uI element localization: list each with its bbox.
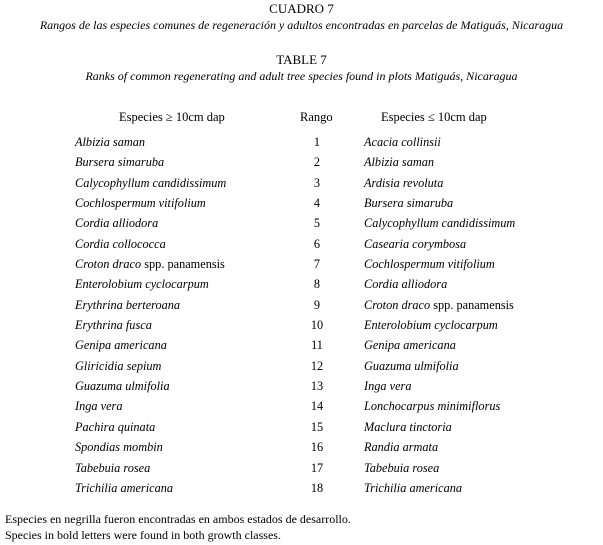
species-binomial: Gliricidia sepium: [75, 358, 162, 373]
adult-species-name: [75, 237, 166, 252]
rank-value: 14: [310, 399, 324, 414]
regeneration-species-name: [364, 461, 439, 476]
adult-species-name: [75, 481, 173, 496]
species-binomial: Inga vera: [364, 379, 412, 394]
regeneration-species-name: [364, 277, 447, 292]
regeneration-species-name: [364, 481, 462, 496]
column-header-rank: Rango: [300, 110, 333, 124]
regeneration-species-name: [364, 155, 434, 170]
regeneration-species-name: [364, 440, 438, 455]
table-subtitle-en: Ranks of common regenerating and adult tree species found in plots Matiguás, Nicaragua: [85, 69, 518, 83]
adult-species-name: [75, 298, 180, 313]
species-binomial: Tabebuia rosea: [364, 460, 440, 475]
species-table-body: [0, 135, 603, 501]
rank-value: 16: [310, 440, 324, 455]
rank-value: 5: [313, 216, 321, 231]
species-binomial: Bursera simaruba: [364, 196, 454, 211]
species-binomial: Calycophyllum candidissimum: [75, 175, 227, 190]
adult-species-name: [75, 196, 206, 211]
species-binomial: Bursera simaruba: [75, 155, 165, 170]
table-title-es: CUADRO 7: [269, 1, 334, 16]
species-binomial: Cochlospermum vitifolium: [75, 196, 206, 211]
species-binomial: Albizia saman: [75, 135, 146, 149]
adult-species-name: [75, 155, 164, 170]
species-binomial: Genipa americana: [75, 338, 167, 353]
regeneration-species-name: [364, 135, 441, 150]
rank-value: 8: [313, 277, 321, 292]
rank-value: 13: [310, 379, 324, 394]
adult-species-name: [75, 379, 170, 394]
adult-species-name: [75, 420, 155, 435]
species-binomial: Croton draco: [75, 257, 142, 272]
rank-value: 3: [313, 175, 321, 190]
rank-value: 17: [310, 460, 324, 475]
species-binomial: Randia armata: [364, 440, 439, 455]
table-row: [0, 277, 603, 297]
species-binomial: Pachira quinata: [75, 419, 156, 434]
table-row: [0, 481, 603, 501]
rank-value: 10: [310, 318, 324, 333]
species-binomial: Calycophyllum candidissimum: [364, 216, 516, 231]
species-binomial: Trichilia americana: [75, 480, 174, 495]
table-row: [0, 237, 603, 257]
rank-value: 15: [310, 419, 324, 434]
regeneration-species-name: [364, 399, 500, 414]
regeneration-species-name: [364, 338, 456, 353]
species-binomial: Enterolobium cyclocarpum: [75, 277, 209, 292]
table-row: [0, 135, 603, 155]
table-row: [0, 257, 603, 277]
regeneration-species-name: [364, 196, 453, 211]
table-row: [0, 196, 603, 216]
species-binomial: Albizia saman: [364, 155, 435, 170]
rank-value: 7: [313, 257, 321, 272]
regeneration-species-name: [364, 257, 495, 272]
rank-value: 4: [313, 196, 321, 211]
regeneration-species-name: [364, 237, 466, 252]
adult-species-name: [75, 135, 145, 150]
species-qualifier: spp. panamensis: [430, 297, 514, 312]
species-binomial: Croton draco: [364, 297, 431, 312]
species-binomial: Cochlospermum vitifolium: [364, 257, 495, 272]
regeneration-species-name: [364, 318, 498, 333]
rank-value: 6: [313, 236, 321, 251]
table-row: [0, 216, 603, 236]
rank-value: 9: [313, 297, 321, 312]
species-binomial: Guazuma ulmifolia: [75, 379, 170, 394]
species-binomial: Erythrina berteroana: [75, 297, 181, 312]
adult-species-name: [75, 338, 167, 353]
rank-value: 18: [310, 480, 324, 495]
table-row: [0, 155, 603, 175]
adult-species-name: [75, 461, 150, 476]
adult-species-name: [75, 176, 226, 191]
species-binomial: Enterolobium cyclocarpum: [364, 318, 498, 333]
adult-species-name: [75, 359, 161, 374]
adult-species-name: [75, 440, 163, 455]
rank-value: 11: [311, 338, 323, 353]
adult-species-name: [75, 277, 209, 292]
footnote-es: Especies en negrilla fueron encontradas en ambos estados de desarrollo.: [5, 512, 351, 526]
table-row: [0, 176, 603, 196]
species-binomial: Lonchocarpus minimiflorus: [364, 399, 501, 414]
table-subtitle-es: Rangos de las especies comunes de regeneración y adultos encontradas en parcelas de Matiguás, Nicaragua: [39, 18, 564, 32]
species-binomial: Trichilia americana: [364, 480, 463, 495]
species-binomial: Erythrina fusca: [75, 318, 152, 333]
rank-value: 1: [313, 135, 321, 149]
rank-value: 12: [310, 358, 324, 373]
table-row: [0, 379, 603, 399]
species-binomial: Maclura tinctoria: [364, 419, 452, 434]
regeneration-species-name: [364, 176, 443, 191]
regeneration-species-name: [364, 298, 514, 313]
table-row: [0, 298, 603, 318]
table-row: [0, 420, 603, 440]
column-header-regeneration-species: Especies ≤ 10cm dap: [381, 110, 487, 124]
rank-value: 2: [313, 155, 321, 170]
species-binomial: Casearia corymbosa: [364, 236, 467, 251]
footnote-en: Species in bold letters were found in both growth classes.: [5, 528, 281, 542]
regeneration-species-name: [364, 216, 515, 231]
species-binomial: Inga vera: [75, 399, 123, 414]
table-row: [0, 399, 603, 419]
adult-species-name: [75, 257, 225, 272]
column-header-adult-species: Especies ≥ 10cm dap: [119, 110, 225, 124]
table-row: [0, 440, 603, 460]
species-binomial: Cordia alliodora: [364, 277, 448, 292]
table-title-en: TABLE 7: [276, 52, 327, 67]
regeneration-species-name: [364, 420, 452, 435]
table-row: [0, 318, 603, 338]
species-binomial: Acacia collinsii: [364, 135, 441, 149]
table-row: [0, 461, 603, 481]
adult-species-name: [75, 399, 122, 414]
species-qualifier: spp. panamensis: [141, 257, 225, 272]
table-row: [0, 359, 603, 379]
species-binomial: Genipa americana: [364, 338, 456, 353]
regeneration-species-name: [364, 359, 459, 374]
species-binomial: Tabebuia rosea: [75, 460, 151, 475]
regeneration-species-name: [364, 379, 411, 394]
species-binomial: Spondias mombin: [75, 440, 163, 455]
adult-species-name: [75, 318, 152, 333]
table-row: [0, 338, 603, 358]
species-binomial: Guazuma ulmifolia: [364, 358, 459, 373]
species-binomial: Cordia collococca: [75, 236, 166, 251]
adult-species-name: [75, 216, 158, 231]
species-binomial: Cordia alliodora: [75, 216, 159, 231]
species-binomial: Ardisia revoluta: [364, 175, 444, 190]
